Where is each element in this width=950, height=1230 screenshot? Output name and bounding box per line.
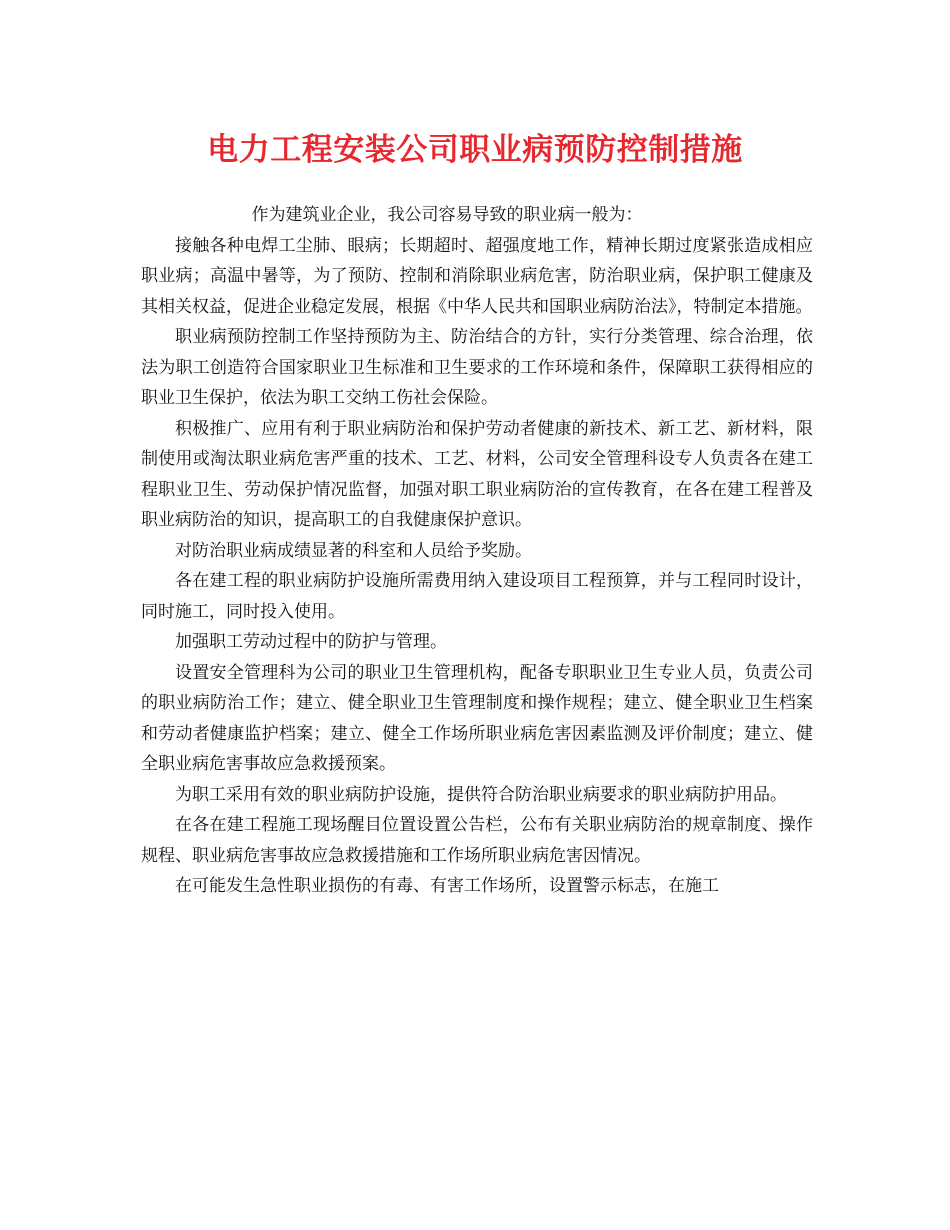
paragraph-protection-costs: 各在建工程的职业病防护设施所需费用纳入建设项目工程预算，并与工程同时设计，同时施工，同时投入使用。: [141, 571, 813, 622]
paragraph-bulletin-board: 在各在建工程施工现场醒目位置设置公告栏，公布有关职业病防治的规章制度、操作规程、职业病危害事故应急救援措施和工作场所职业病危害因情况。: [141, 815, 813, 866]
paragraph-occupational-diseases: 接触各种电焊工尘肺、眼病；长期超时、超强度地工作，精神长期过度紧张造成相应职业病；高温中暑等，为了预防、控制和消除职业病危害，防治职业病，保护职工健康及其相关权益，促进企业稳定发展，根据《中华人民共和国职业病防治法》，特制定本措施。: [141, 235, 813, 317]
paragraph-new-technology: 积极推广、应用有利于职业病防治和保护劳动者健康的新技术、新工艺、新材料，限制使用或淘汰职业病危害严重的技术、工艺、材料，公司安全管理科设专人负责各在建工程职业卫生、劳动保护情况监督，加强对职工职业病防治的宣传教育，在各在建工程普及职业病防治的知识，提高职工的自我健康保护意识。: [141, 418, 813, 530]
document-title: 电力工程安装公司职业病预防控制措施: [207, 132, 743, 168]
paragraph-intro: 作为建筑业企业，我公司容易导致的职业病一般为：: [251, 205, 643, 225]
paragraph-rewards: 对防治职业病成绩显著的科室和人员给予奖励。: [175, 540, 532, 561]
paragraph-protective-equipment: 为职工采用有效的职业病防护设施，提供符合防治职业病要求的职业病防护用品。: [175, 784, 787, 805]
paragraph-labor-protection: 加强职工劳动过程中的防护与管理。: [175, 632, 447, 652]
paragraph-warning-signs: 在可能发生急性职业损伤的有毒、有害工作场所，设置警示标志，在施工: [175, 876, 719, 896]
paragraph-prevention-policy: 职业病预防控制工作坚持预防为主、防治结合的方针，实行分类管理、综合治理，依法为职工创造符合国家职业卫生标准和卫生要求的工作环境和条件，保障职工获得相应的职业卫生保护，依法为职工交纳工伤社会保险。: [141, 327, 813, 408]
document-body: [141, 200, 813, 902]
paragraph-management-structure: 设置安全管理科为公司的职业卫生管理机构，配备专职职业卫生专业人员，负责公司的职业病防治工作；建立、健全职业卫生管理制度和操作规程；建立、健全职业卫生档案和劳动者健康监护档案；建立、健全工作场所职业病危害因素监测及评价制度；建立、健全职业病危害事故应急救援预案。: [141, 662, 813, 774]
